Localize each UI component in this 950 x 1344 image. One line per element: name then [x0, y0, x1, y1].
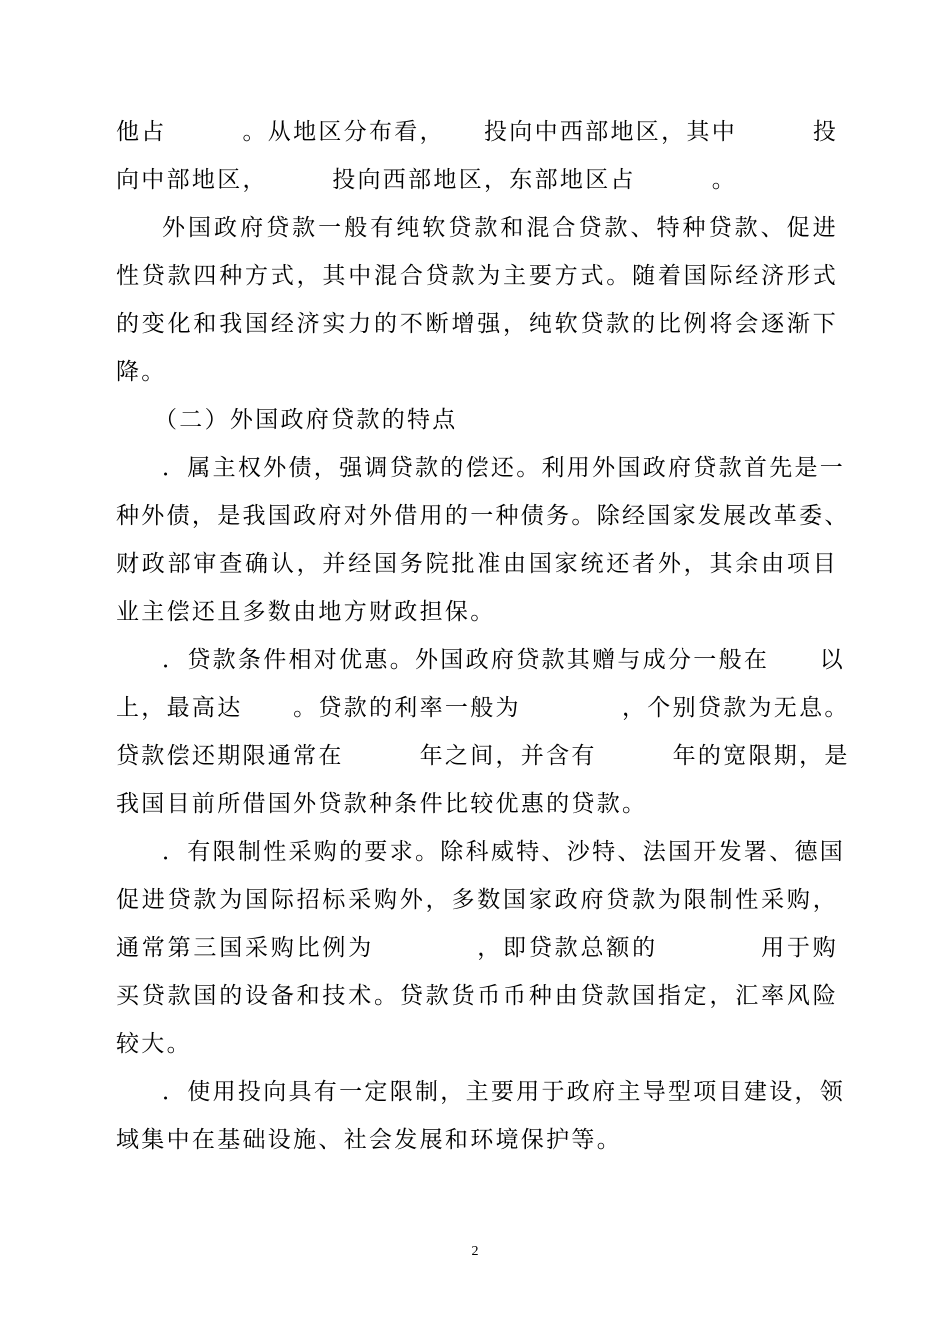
- text-line: ．属主权外债，强调贷款的偿还。利用外国政府贷款首先是一: [162, 455, 846, 481]
- text-line: 我国目前所借国外贷款种条件比较优惠的贷款。: [116, 791, 648, 817]
- text-line: ．贷款条件相对优惠。外国政府贷款其赠与成分一般在 以: [162, 647, 846, 673]
- text-line: 上，最高达 。贷款的利率一般为 ，个别贷款为无息。: [116, 695, 850, 721]
- text-line: 他占 。从地区分布看， 投向中西部地区，其中 投: [116, 119, 839, 145]
- text-line: 域集中在基础设施、社会发展和环境保护等。: [116, 1127, 622, 1153]
- section-heading: （二）外国政府贷款的特点: [154, 407, 458, 433]
- text-line: 业主偿还且多数由地方财政担保。: [116, 599, 496, 625]
- text-line: 贷款偿还期限通常在 年之间，并含有 年的宽限期，是: [116, 743, 850, 769]
- text-line: 买贷款国的设备和技术。贷款货币币种由贷款国指定，汇率风险: [116, 983, 838, 1009]
- text-line: ．有限制性采购的要求。除科威特、沙特、法国开发署、德国: [162, 839, 846, 865]
- text-line: 促进贷款为国际招标采购外，多数国家政府贷款为限制性采购，: [116, 887, 838, 913]
- text-line: ．使用投向具有一定限制，主要用于政府主导型项目建设，领: [162, 1079, 846, 1105]
- text-line: 财政部审查确认，并经国务院批准由国家统还者外，其余由项目: [116, 551, 838, 577]
- text-line: 通常第三国采购比例为 ，即贷款总额的 用于购: [116, 935, 838, 961]
- body-text: [116, 108, 850, 1164]
- page-number: 2: [471, 1244, 479, 1259]
- text-line: 种外债，是我国政府对外借用的一种债务。除经国家发展改革委、: [116, 503, 850, 529]
- text-line: 向中部地区， 投向西部地区，东部地区占 。: [116, 167, 737, 193]
- text-line: 较大。: [116, 1031, 192, 1057]
- text-line: 外国政府贷款一般有纯软贷款和混合贷款、特种贷款、促进: [162, 215, 838, 241]
- text-line: 性贷款四种方式，其中混合贷款为主要方式。随着国际经济形式: [116, 263, 838, 289]
- text-line: 降。: [116, 359, 167, 385]
- text-line: 的变化和我国经济实力的不断增强，纯软贷款的比例将会逐渐下: [116, 311, 838, 337]
